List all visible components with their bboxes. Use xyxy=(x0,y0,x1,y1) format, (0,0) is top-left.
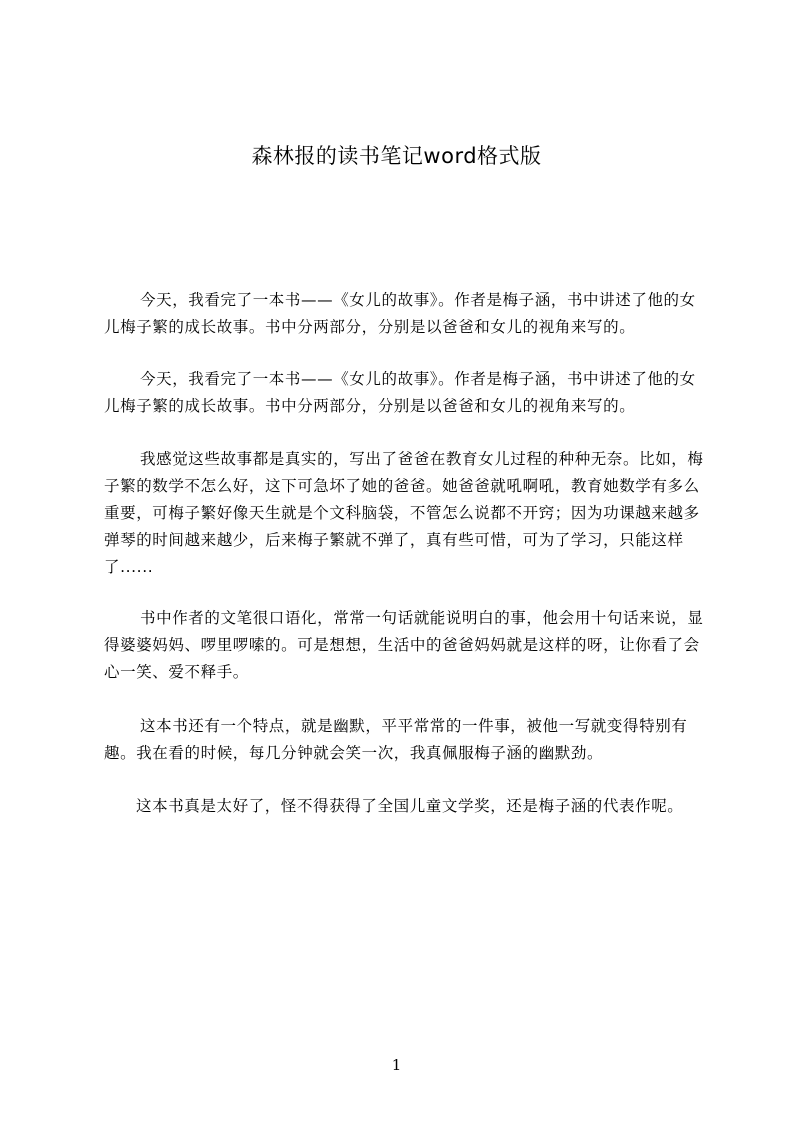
paragraph-1: 今天，我看完了一本书——《女儿的故事》。作者是梅子涵，书中讲述了他的女儿梅子繁的成长故事。书中分两部分，分别是以爸爸和女儿的视角来写的。 xyxy=(104,291,696,336)
paragraph-4: 书中作者的文笔很口语化，常常一句话就能说明白的事，他会用十句话来说，显得婆婆妈妈、啰里啰嗦的。可是想想，生活中的爸爸妈妈就是这样的呀，让你看了会心一笑、爱不释手。 xyxy=(104,609,704,681)
document-title: 森林报的读书笔记word格式版 xyxy=(251,144,542,168)
paragraph-6: 这本书真是太好了，怪不得获得了全国儿童文学奖，还是梅子涵的代表作呢。 xyxy=(136,797,684,815)
paragraph-2: 今天，我看完了一本书——《女儿的故事》。作者是梅子涵，书中讲述了他的女儿梅子繁的成长故事。书中分两部分，分别是以爸爸和女儿的视角来写的。 xyxy=(104,370,696,415)
paragraph-5: 这本书还有一个特点，就是幽默，平平常常的一件事，被他一写就变得特别有趣。我在看的时候，每几分钟就会笑一次，我真佩服梅子涵的幽默劲。 xyxy=(104,717,688,762)
paragraph-3: 我感觉这些故事都是真实的，写出了爸爸在教育女儿过程的种种无奈。比如，梅子繁的数学不怎么好，这下可急坏了她的爸爸。她爸爸就吼啊吼，教育她数学有多么重要，可梅子繁好像天生就是个文科脑袋，不管怎么说都不开窍；因为功课越来越多弹琴的时间越来越少，后来梅子繁就不弹了，真有些可惜，可为了学习，只能这样了...... xyxy=(104,450,704,576)
page-number: 1 xyxy=(391,1056,402,1074)
